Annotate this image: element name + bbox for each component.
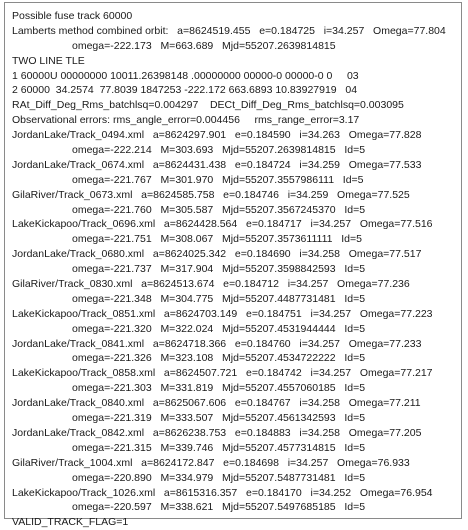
track-line: JordanLake/Track_0840.xml a=8625067.606 e=0.184767 i=34.258 Omega=77.211 xyxy=(12,397,421,410)
track-detail-line: omega=-221.737 M=317.904 Mjd=55207.3598842593 Id=5 xyxy=(72,263,366,276)
combined-orbit-detail-line: omega=-222.173 M=663.689 Mjd=55207.2639814815 xyxy=(72,39,336,52)
track-detail-line: omega=-221.320 M=322.024 Mjd=55207.4531944444 Id=5 xyxy=(72,322,366,335)
track-line: GilaRiver/Track_0673.xml a=8624585.758 e=0.184746 i=34.259 Omega=77.525 xyxy=(12,188,410,201)
track-line: LakeKickapoo/Track_0858.xml a=8624507.721 e=0.184742 i=34.257 Omega=77.217 xyxy=(12,367,433,380)
text-output-panel xyxy=(4,2,462,529)
track-line: JordanLake/Track_0680.xml a=8624025.342 e=0.184690 i=34.258 Omega=77.517 xyxy=(12,248,422,261)
tle-line-1: 1 60000U 00000000 10011.26398148 .00000000 00000-0 00000-0 0 03 xyxy=(12,69,359,82)
tle-header-line: TWO LINE TLE xyxy=(12,54,85,67)
track-detail-line: omega=-220.890 M=334.979 Mjd=55207.5487731481 Id=5 xyxy=(72,471,366,484)
track-detail-line: omega=-221.326 M=323.108 Mjd=55207.4534722222 Id=5 xyxy=(72,352,366,365)
track-line: JordanLake/Track_0841.xml a=8624718.366 e=0.184760 i=34.257 Omega=77.233 xyxy=(12,337,422,350)
track-detail-line: omega=-221.348 M=304.775 Mjd=55207.4487731481 Id=5 xyxy=(72,292,366,305)
track-detail-line: omega=-221.303 M=331.819 Mjd=55207.4557060185 Id=5 xyxy=(72,382,366,395)
track-detail-line: omega=-221.767 M=301.970 Mjd=55207.3557986111 Id=5 xyxy=(72,173,364,186)
observational-errors-line: Observational errors: rms_angle_error=0.004456 rms_range_error=3.17 xyxy=(12,114,360,127)
tle-line-2: 2 60000 34.2574 77.8039 1847253 -222.172 663.6893 10.83927919 04 xyxy=(12,84,358,97)
track-detail-line: omega=-220.597 M=338.621 Mjd=55207.5497685185 Id=5 xyxy=(72,501,366,514)
combined-orbit-line: Lamberts method combined orbit: a=8624519.455 e=0.184725 i=34.257 Omega=77.804 xyxy=(12,24,446,37)
track-line: LakeKickapoo/Track_0696.xml a=8624428.564 e=0.184717 i=34.257 Omega=77.516 xyxy=(12,218,433,231)
track-line: JordanLake/Track_0494.xml a=8624297.901 e=0.184590 i=34.263 Omega=77.828 xyxy=(12,129,422,142)
track-detail-line: omega=-221.319 M=333.507 Mjd=55207.4561342593 Id=5 xyxy=(72,412,366,425)
title-line: Possible fuse track 60000 xyxy=(12,10,133,22)
rms-diff-line: RAt_Diff_Deg_Rms_batchlsq=0.004297 DECt_Diff_Deg_Rms_batchlsq=0.003095 xyxy=(12,99,404,112)
track-detail-line: omega=-222.214 M=303.693 Mjd=55207.2639814815 Id=5 xyxy=(72,144,366,157)
track-line: JordanLake/Track_0674.xml a=8624431.438 e=0.184724 i=34.259 Omega=77.533 xyxy=(12,158,422,171)
track-line: LakeKickapoo/Track_0851.xml a=8624703.149 e=0.184751 i=34.257 Omega=77.223 xyxy=(12,307,433,320)
track-detail-line: omega=-221.315 M=339.746 Mjd=55207.4577314815 Id=5 xyxy=(72,441,366,454)
track-detail-line: omega=-221.760 M=305.587 Mjd=55207.3567245370 Id=5 xyxy=(72,203,366,216)
valid-track-flag-line: VALID_TRACK_FLAG=1 xyxy=(12,516,129,529)
track-line: GilaRiver/Track_1004.xml a=8624172.847 e=0.184698 i=34.257 Omega=76.933 xyxy=(12,456,410,469)
track-detail-line: omega=-221.751 M=308.067 Mjd=55207.3573611111 Id=5 xyxy=(72,233,362,246)
track-line: JordanLake/Track_0842.xml a=8626238.753 e=0.184883 i=34.258 Omega=77.205 xyxy=(12,426,422,439)
track-line: LakeKickapoo/Track_1026.xml a=8615316.357 e=0.184170 i=34.252 Omega=76.954 xyxy=(12,486,433,499)
track-line: GilaRiver/Track_0830.xml a=8624513.674 e=0.184712 i=34.257 Omega=77.236 xyxy=(12,278,410,291)
